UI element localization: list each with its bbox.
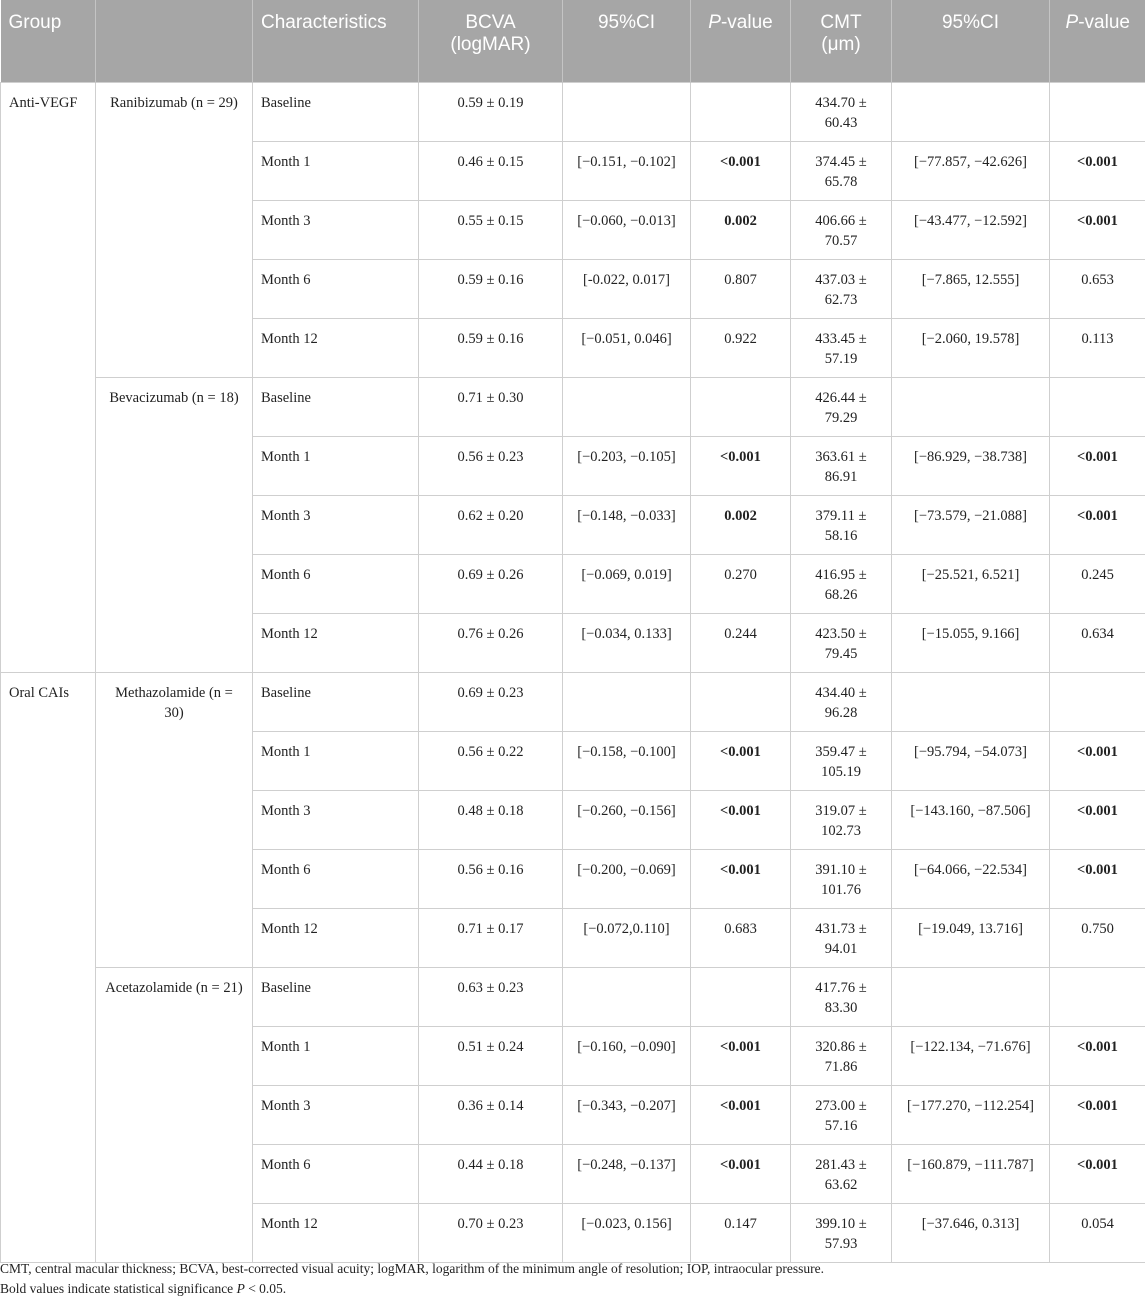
timepoint-cell: Month 1 (253, 732, 419, 791)
header-p-cmt-rest: -value (1078, 12, 1130, 33)
bcva-cell: 0.56 ± 0.23 (419, 437, 563, 496)
cmt-ci-cell: [−25.521, 6.521] (892, 555, 1050, 614)
bcva-ci-cell (563, 673, 691, 732)
bcva-ci-cell: [−0.151, −0.102] (563, 142, 691, 201)
header-p-bcva-italic: P (708, 12, 721, 33)
bcva-ci-cell: [−0.069, 0.019] (563, 555, 691, 614)
bcva-cell: 0.55 ± 0.15 (419, 201, 563, 260)
table-body (1, 83, 1145, 1263)
cmt-p-value-cell: <0.001 (1050, 496, 1145, 555)
group-name-cell: Anti-VEGF (1, 83, 96, 673)
timepoint-cell: Month 1 (253, 142, 419, 201)
bcva-p-value-cell: 0.002 (691, 201, 791, 260)
cmt-ci-cell: [−95.794, −54.073] (892, 732, 1050, 791)
cmt-p-value-cell: 0.054 (1050, 1204, 1145, 1263)
bcva-p-value-cell: <0.001 (691, 850, 791, 909)
bcva-p-value-cell: <0.001 (691, 142, 791, 201)
bcva-cell: 0.46 ± 0.15 (419, 142, 563, 201)
bcva-cell: 0.62 ± 0.20 (419, 496, 563, 555)
header-row (1, 0, 1145, 83)
bcva-p-value-cell (691, 673, 791, 732)
cmt-ci-cell (892, 378, 1050, 437)
treatment-name-cell: Acetazolamide (n = 21) (96, 968, 253, 1263)
cmt-cell: 423.50 ± 79.45 (791, 614, 892, 673)
bcva-ci-cell (563, 83, 691, 142)
timepoint-cell: Baseline (253, 673, 419, 732)
cmt-p-value-cell: <0.001 (1050, 732, 1145, 791)
cmt-ci-cell: [−160.879, −111.787] (892, 1145, 1050, 1204)
bcva-p-value-cell: 0.270 (691, 555, 791, 614)
cmt-cell: 426.44 ± 79.29 (791, 378, 892, 437)
header-subgroup (96, 0, 253, 83)
bcva-p-value-cell (691, 83, 791, 142)
significance-note-p: P (236, 1281, 245, 1296)
bcva-cell: 0.71 ± 0.30 (419, 378, 563, 437)
cmt-ci-cell: [−2.060, 19.578] (892, 319, 1050, 378)
bcva-ci-cell: [−0.034, 0.133] (563, 614, 691, 673)
cmt-cell: 417.76 ± 83.30 (791, 968, 892, 1027)
bcva-p-value-cell: 0.002 (691, 496, 791, 555)
bcva-p-value-cell: 0.147 (691, 1204, 791, 1263)
bcva-ci-cell: [-0.022, 0.017] (563, 260, 691, 319)
bcva-cell: 0.63 ± 0.23 (419, 968, 563, 1027)
bcva-cell: 0.71 ± 0.17 (419, 909, 563, 968)
timepoint-cell: Baseline (253, 378, 419, 437)
bcva-cell: 0.59 ± 0.16 (419, 319, 563, 378)
bcva-ci-cell (563, 968, 691, 1027)
bcva-p-value-cell: 0.683 (691, 909, 791, 968)
timepoint-cell: Baseline (253, 83, 419, 142)
bcva-ci-cell: [−0.248, −0.137] (563, 1145, 691, 1204)
cmt-p-value-cell (1050, 378, 1145, 437)
bcva-p-value-cell: 0.922 (691, 319, 791, 378)
bcva-p-value-cell: 0.807 (691, 260, 791, 319)
cmt-ci-cell (892, 968, 1050, 1027)
cmt-ci-cell: [−122.134, −71.676] (892, 1027, 1050, 1086)
cmt-ci-cell: [−19.049, 13.716] (892, 909, 1050, 968)
cmt-ci-cell: [−77.857, −42.626] (892, 142, 1050, 201)
cmt-cell: 437.03 ± 62.73 (791, 260, 892, 319)
timepoint-cell: Month 1 (253, 1027, 419, 1086)
significance-note (0, 1279, 824, 1299)
bcva-cell: 0.70 ± 0.23 (419, 1204, 563, 1263)
bcva-ci-cell: [−0.023, 0.156] (563, 1204, 691, 1263)
header-p-bcva (691, 0, 791, 83)
cmt-cell: 399.10 ± 57.93 (791, 1204, 892, 1263)
header-p-cmt (1050, 0, 1145, 83)
cmt-p-value-cell: <0.001 (1050, 201, 1145, 260)
cmt-p-value-cell: <0.001 (1050, 142, 1145, 201)
bcva-ci-cell: [−0.160, −0.090] (563, 1027, 691, 1086)
bcva-p-value-cell: <0.001 (691, 732, 791, 791)
cmt-cell: 406.66 ± 70.57 (791, 201, 892, 260)
bcva-ci-cell: [−0.051, 0.046] (563, 319, 691, 378)
header-cmt: CMT (μm) (791, 0, 892, 83)
abbreviations-note: CMT, central macular thickness; BCVA, best-corrected visual acuity; logMAR, logarithm of the minimum angle of resolution; IOP, intraocular pressure. (0, 1261, 824, 1276)
timepoint-cell: Month 3 (253, 201, 419, 260)
table-row (1, 83, 1145, 142)
bcva-cell: 0.69 ± 0.26 (419, 555, 563, 614)
timepoint-cell: Month 12 (253, 909, 419, 968)
table-row (1, 378, 1145, 437)
table-footnotes (0, 1259, 824, 1299)
treatment-name-cell: Methazolamide (n = 30) (96, 673, 253, 968)
cmt-ci-cell: [−43.477, −12.592] (892, 201, 1050, 260)
bcva-p-value-cell (691, 968, 791, 1027)
header-group: Group (1, 0, 96, 83)
bcva-p-value-cell: <0.001 (691, 1145, 791, 1204)
cmt-p-value-cell: 0.653 (1050, 260, 1145, 319)
bcva-ci-cell: [−0.072,0.110] (563, 909, 691, 968)
bcva-ci-cell: [−0.260, −0.156] (563, 791, 691, 850)
bcva-cell: 0.36 ± 0.14 (419, 1086, 563, 1145)
cmt-ci-cell (892, 673, 1050, 732)
cmt-cell: 434.40 ± 96.28 (791, 673, 892, 732)
cmt-ci-cell: [−7.865, 12.555] (892, 260, 1050, 319)
significance-note-prefix: Bold values indicate statistical significance (0, 1281, 237, 1296)
timepoint-cell: Baseline (253, 968, 419, 1027)
bcva-ci-cell: [−0.200, −0.069] (563, 850, 691, 909)
bcva-ci-cell: [−0.148, −0.033] (563, 496, 691, 555)
cmt-cell: 320.86 ± 71.86 (791, 1027, 892, 1086)
cmt-cell: 359.47 ± 105.19 (791, 732, 892, 791)
cmt-p-value-cell: 0.634 (1050, 614, 1145, 673)
cmt-cell: 431.73 ± 94.01 (791, 909, 892, 968)
cmt-cell: 273.00 ± 57.16 (791, 1086, 892, 1145)
bcva-p-value-cell: <0.001 (691, 791, 791, 850)
cmt-cell: 281.43 ± 63.62 (791, 1145, 892, 1204)
group-name-cell: Oral CAIs (1, 673, 96, 1263)
bcva-cell: 0.48 ± 0.18 (419, 791, 563, 850)
timepoint-cell: Month 6 (253, 260, 419, 319)
cmt-p-value-cell (1050, 83, 1145, 142)
bcva-p-value-cell (691, 378, 791, 437)
cmt-p-value-cell: 0.245 (1050, 555, 1145, 614)
header-p-bcva-rest: -value (720, 12, 773, 33)
bcva-ci-cell: [−0.343, −0.207] (563, 1086, 691, 1145)
cmt-ci-cell: [−177.270, −112.254] (892, 1086, 1050, 1145)
cmt-p-value-cell: 0.750 (1050, 909, 1145, 968)
cmt-cell: 379.11 ± 58.16 (791, 496, 892, 555)
bcva-cell: 0.69 ± 0.23 (419, 673, 563, 732)
cmt-cell: 363.61 ± 86.91 (791, 437, 892, 496)
cmt-cell: 434.70 ± 60.43 (791, 83, 892, 142)
cmt-ci-cell: [−15.055, 9.166] (892, 614, 1050, 673)
table-row (1, 673, 1145, 732)
cmt-p-value-cell: <0.001 (1050, 791, 1145, 850)
timepoint-cell: Month 1 (253, 437, 419, 496)
table-row (1, 968, 1145, 1027)
cmt-cell: 433.45 ± 57.19 (791, 319, 892, 378)
cmt-cell: 374.45 ± 65.78 (791, 142, 892, 201)
header-characteristics: Characteristics (253, 0, 419, 83)
cmt-p-value-cell: <0.001 (1050, 1086, 1145, 1145)
bcva-cell: 0.59 ± 0.16 (419, 260, 563, 319)
bcva-cell: 0.76 ± 0.26 (419, 614, 563, 673)
timepoint-cell: Month 12 (253, 614, 419, 673)
timepoint-cell: Month 3 (253, 791, 419, 850)
bcva-ci-cell (563, 378, 691, 437)
bcva-p-value-cell: <0.001 (691, 1086, 791, 1145)
cmt-ci-cell: [−73.579, −21.088] (892, 496, 1050, 555)
cmt-p-value-cell: <0.001 (1050, 1145, 1145, 1204)
bcva-p-value-cell: <0.001 (691, 437, 791, 496)
bcva-p-value-cell: <0.001 (691, 1027, 791, 1086)
cmt-cell: 416.95 ± 68.26 (791, 555, 892, 614)
bcva-p-value-cell: 0.244 (691, 614, 791, 673)
cmt-ci-cell: [−37.646, 0.313] (892, 1204, 1050, 1263)
cmt-ci-cell (892, 83, 1050, 142)
cmt-ci-cell: [−64.066, −22.534] (892, 850, 1050, 909)
treatment-name-cell: Ranibizumab (n = 29) (96, 83, 253, 378)
cmt-p-value-cell: <0.001 (1050, 437, 1145, 496)
cmt-ci-cell: [−86.929, −38.738] (892, 437, 1050, 496)
cmt-p-value-cell (1050, 968, 1145, 1027)
bcva-ci-cell: [−0.060, −0.013] (563, 201, 691, 260)
cmt-p-value-cell: 0.113 (1050, 319, 1145, 378)
cmt-cell: 319.07 ± 102.73 (791, 791, 892, 850)
header-p-cmt-italic: P (1065, 12, 1079, 33)
cmt-ci-cell: [−143.160, −87.506] (892, 791, 1050, 850)
cmt-p-value-cell: <0.001 (1050, 1027, 1145, 1086)
bcva-cell: 0.51 ± 0.24 (419, 1027, 563, 1086)
bcva-ci-cell: [−0.203, −0.105] (563, 437, 691, 496)
timepoint-cell: Month 3 (253, 1086, 419, 1145)
timepoint-cell: Month 12 (253, 319, 419, 378)
timepoint-cell: Month 6 (253, 850, 419, 909)
header-ci-bcva: 95%CI (563, 0, 691, 83)
bcva-cell: 0.56 ± 0.16 (419, 850, 563, 909)
significance-note-suffix: < 0.05. (244, 1281, 287, 1296)
bcva-cell: 0.56 ± 0.22 (419, 732, 563, 791)
header-ci-cmt: 95%CI (892, 0, 1050, 83)
timepoint-cell: Month 12 (253, 1204, 419, 1263)
bcva-ci-cell: [−0.158, −0.100] (563, 732, 691, 791)
header-bcva: BCVA (logMAR) (419, 0, 563, 83)
bcva-cell: 0.44 ± 0.18 (419, 1145, 563, 1204)
timepoint-cell: Month 6 (253, 555, 419, 614)
timepoint-cell: Month 6 (253, 1145, 419, 1204)
cmt-cell: 391.10 ± 101.76 (791, 850, 892, 909)
treatment-name-cell: Bevacizumab (n = 18) (96, 378, 253, 673)
cmt-p-value-cell (1050, 673, 1145, 732)
bcva-cell: 0.59 ± 0.19 (419, 83, 563, 142)
timepoint-cell: Month 3 (253, 496, 419, 555)
cmt-p-value-cell: <0.001 (1050, 850, 1145, 909)
